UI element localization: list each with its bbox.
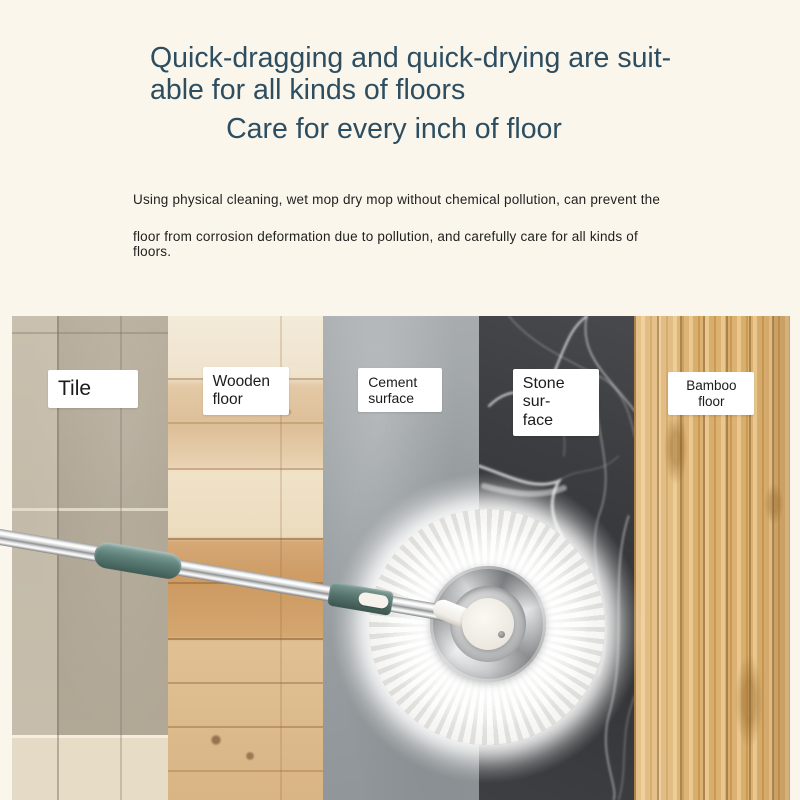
mop-center-cap	[462, 598, 514, 650]
mop-connector-button	[358, 591, 390, 609]
floor-label-text: Bamboo floor	[686, 378, 737, 409]
floor-panel-wooden-floor	[168, 316, 324, 800]
floor-label-text: Tile	[58, 377, 92, 400]
floor-label-bamboo-floor	[668, 372, 754, 415]
page-title	[150, 42, 710, 106]
description-line-1: Using physical cleaning, wet mop dry mop without chemical pollution, can prevent the	[133, 192, 661, 207]
title-line-1: Quick-dragging and quick-drying are suit-	[150, 42, 672, 74]
floor-label-tile	[48, 370, 138, 408]
floor-label-stone-surface	[513, 369, 599, 436]
floor-label-text: face	[522, 411, 554, 429]
page-subtitle: Care for every inch of floor	[226, 113, 562, 145]
floor-label-text: Stone sur-	[522, 375, 565, 411]
title-line-2: able for all kinds of floors	[150, 74, 466, 106]
mop-screw-dot	[498, 631, 505, 638]
description-line-2: floor from corrosion deformation due to pollution, and carefully care for all kinds of floors.	[133, 229, 638, 259]
floor-label-text: Cement	[368, 374, 418, 390]
description-text	[133, 192, 673, 266]
floor-label-text: surface	[368, 390, 415, 407]
floor-panel-bamboo-floor	[634, 316, 790, 800]
floor-label-text: Wooden	[212, 373, 271, 390]
floor-label-text: floor	[212, 390, 243, 408]
floor-label-wooden-floor	[203, 367, 289, 415]
floor-label-cement-surface	[358, 368, 442, 412]
